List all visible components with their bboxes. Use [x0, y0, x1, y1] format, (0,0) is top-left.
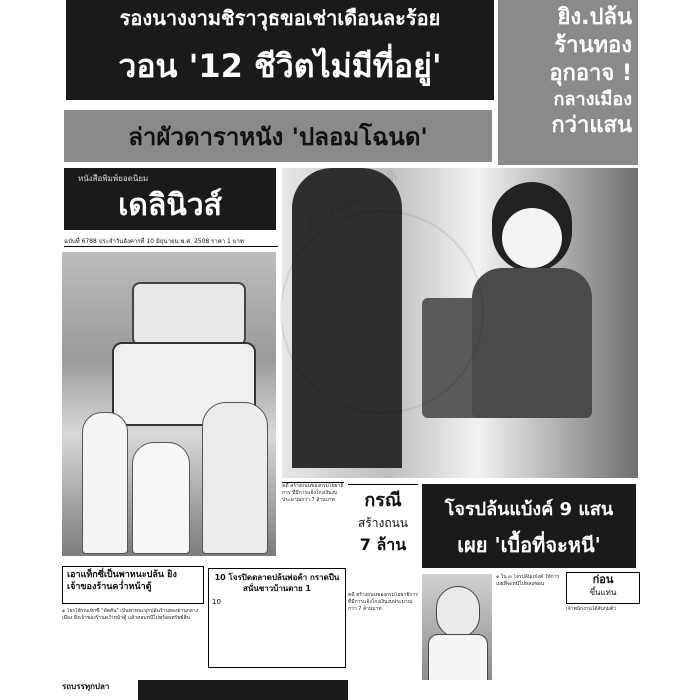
footer-left-label: รถบรรทุกปลา [62, 682, 110, 691]
right-column-text [496, 574, 562, 684]
side-headline-line: อุกอาจ ! [549, 61, 632, 86]
center-story-paragraph: คดี สร้างถนนของกรมโยธาธิการ ที่มีการแจ้งโกงเงินงบประมาณกว่า 7 ล้านบาท [348, 592, 418, 612]
side-headline-line: ยิง.ปล้น [557, 5, 632, 30]
right-box-label-2: ขึ้นแท่น [589, 588, 617, 597]
center-column-paragraph: คดี สร้างถนนของกรมโยธาธิการ ที่มีการแจ้งโกงเงินงบประมาณกว่า 7 ล้านบาท [282, 483, 344, 503]
right-box-paragraph: เจ้าพนักงานได้จับกุมตัว [566, 606, 617, 612]
headline-block-1 [66, 0, 494, 100]
right-box [566, 572, 640, 604]
nameplate [64, 168, 276, 230]
side-headline-line: กลางเมือง [553, 89, 632, 110]
center-story-subline: สร้างถนน [357, 516, 409, 530]
portrait-head [436, 586, 480, 638]
seal-icon [280, 210, 484, 414]
right-headline-line-2: เผย 'เบื้อที่จะหนี' [457, 533, 601, 557]
bottom-center-box-headline: 10 โจรปิดตลาดปล้นพ่อค้า กราดปืนสนั่นชาวบ้านตาย 1 [214, 573, 340, 593]
subheadline-text: ล่าผัวดาราหนัง 'ปลอมโฉนด' [128, 122, 428, 151]
street-photo [62, 252, 276, 556]
bottom-left-headline-text: เอาแท็กซี่เป็นพาหนะปล้น ยิงเจ้าของร้านคว่ำหน้าตู้ [67, 570, 177, 592]
woman-figure [502, 208, 562, 268]
right-headline-block [422, 484, 636, 568]
bottom-left-paragraph: ๑ โจรใช้รถแท็กซี่ "ดัตสัน" เป็นพาหนะบุกปล้นร้านทองย่านกลางเมือง ยิงเจ้าของร้านคว่ำหน้าตู้ แล้วหลบหนีไปพร้อมทรัพย์สิน [62, 608, 199, 621]
woman-figure [472, 268, 592, 418]
right-box-text [566, 606, 638, 686]
side-headline-block [498, 0, 638, 165]
bottom-center-box [208, 568, 346, 668]
right-column-paragraph: ๑ ใน ๓ โจรปล้นแบ้งค์ ให้การเผยที่จะหนีไปหลบซ่อน [496, 574, 560, 587]
nameplate-subtitle: หนังสือพิมพ์ยอดนิยม [78, 174, 149, 183]
side-headline-line: ร้านทอง [554, 33, 632, 58]
subheadline-block [64, 110, 492, 162]
issue-line: ฉบับที่ 6788 ประจำวันอังคารที่ 10 มิถุนายน พ.ศ. 2508 ราคา 1 บาท [64, 236, 278, 247]
side-headline-line: กว่าแสน [551, 113, 632, 138]
center-story-heading [348, 484, 418, 573]
car-shape [132, 282, 246, 346]
newspaper-name: เดลินิวส์ [118, 187, 222, 223]
person-figure [82, 412, 128, 554]
center-story-label: กรณี [364, 490, 402, 511]
person-figure [202, 402, 268, 554]
right-headline-line-1: โจรปล้นแบ้งค์ 9 แสน [444, 498, 614, 520]
center-story-text [348, 592, 418, 692]
bottom-center-box-item: 10 [212, 598, 221, 606]
person-figure [132, 442, 190, 554]
right-box-label-1: ก่อน [592, 573, 614, 586]
bottom-left-text [62, 608, 204, 668]
bottom-left-headline [62, 566, 204, 604]
headline-line-2: วอน '12 ชีวิตไม่มีที่อยู่' [118, 46, 442, 85]
portrait-body [428, 634, 488, 680]
footer-photo-strip [138, 680, 348, 700]
center-story-amount: 7 ล้าน [359, 535, 407, 554]
watermark-text: ห้องสมุดแห่งชาติ [302, 168, 400, 234]
headline-line-1: รองนางงามชิราวุธขอเช่าเดือนละร้อย [119, 6, 441, 30]
portrait-photo [422, 574, 492, 680]
